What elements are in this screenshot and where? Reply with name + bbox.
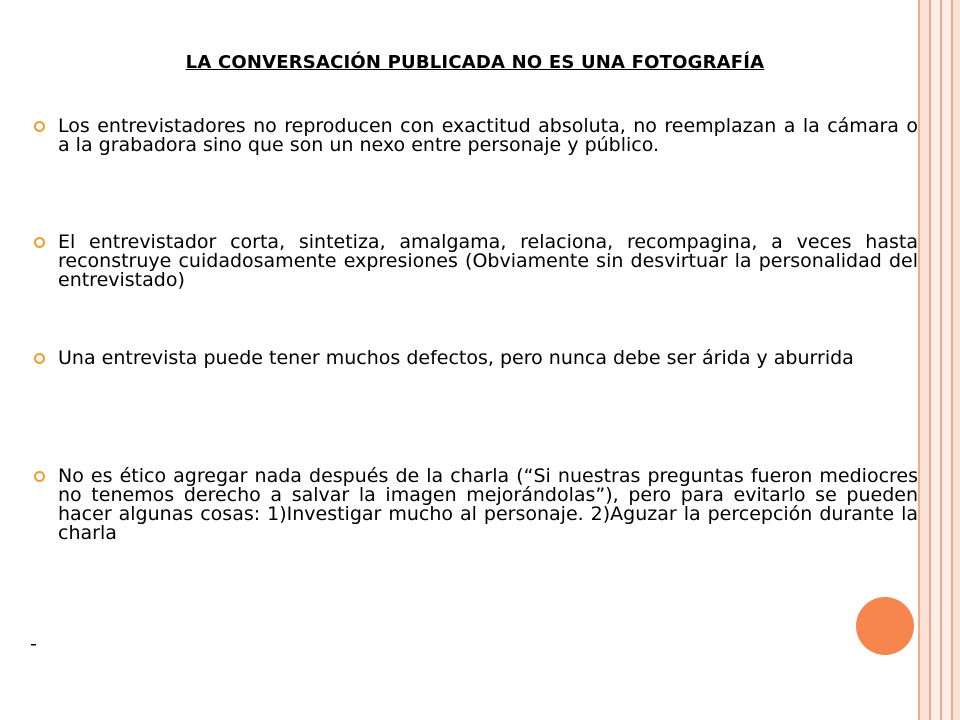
bullet-item — [34, 117, 918, 155]
decorative-stripe — [929, 0, 931, 720]
bullet-item — [34, 467, 918, 543]
bullet-text: El entrevistador corta, sintetiza, amalgama, relaciona, recompagina, a veces hasta reconstruye cuidadosamente expresiones (Obviamente sin desvirtuar la personalidad del entrevistado) — [58, 231, 918, 291]
bullet-text: Una entrevista puede tener muchos defectos, pero nunca debe ser árida y aburrida — [58, 347, 854, 369]
decorative-stripe-fill — [931, 0, 940, 720]
slide-title: LA CONVERSACIÓN PUBLICADA NO ES UNA FOTOGRAFÍA — [185, 52, 765, 73]
decorative-stripe — [918, 0, 920, 720]
orange-circle-decoration — [856, 597, 914, 655]
ring-bullet-icon — [34, 471, 58, 483]
trailing-dash: - — [30, 633, 37, 655]
decorative-stripe — [940, 0, 942, 720]
decorative-stripe-fill — [942, 0, 951, 720]
bullet-item — [34, 233, 918, 290]
bullet-text: No es ético agregar nada después de la charla (“Si nuestras preguntas fueron mediocres no tenemos derecho a salvar la imagen mejorándolas”), pero para evitarlo se pueden hacer algunas cosas: 1)Investigar mucho al personaje. 2)Aguzar la percepción durante la charla — [58, 465, 918, 544]
ring-bullet-icon — [34, 353, 58, 365]
ring-bullet-icon — [34, 121, 58, 133]
bullet-item — [34, 349, 918, 368]
decorative-stripe — [951, 0, 953, 720]
bullet-text: Los entrevistadores no reproducen con exactitud absoluta, no reemplazan a la cámara o a la grabadora sino que son un nexo entre personaje y público. — [58, 115, 918, 156]
ring-bullet-icon — [34, 237, 58, 249]
